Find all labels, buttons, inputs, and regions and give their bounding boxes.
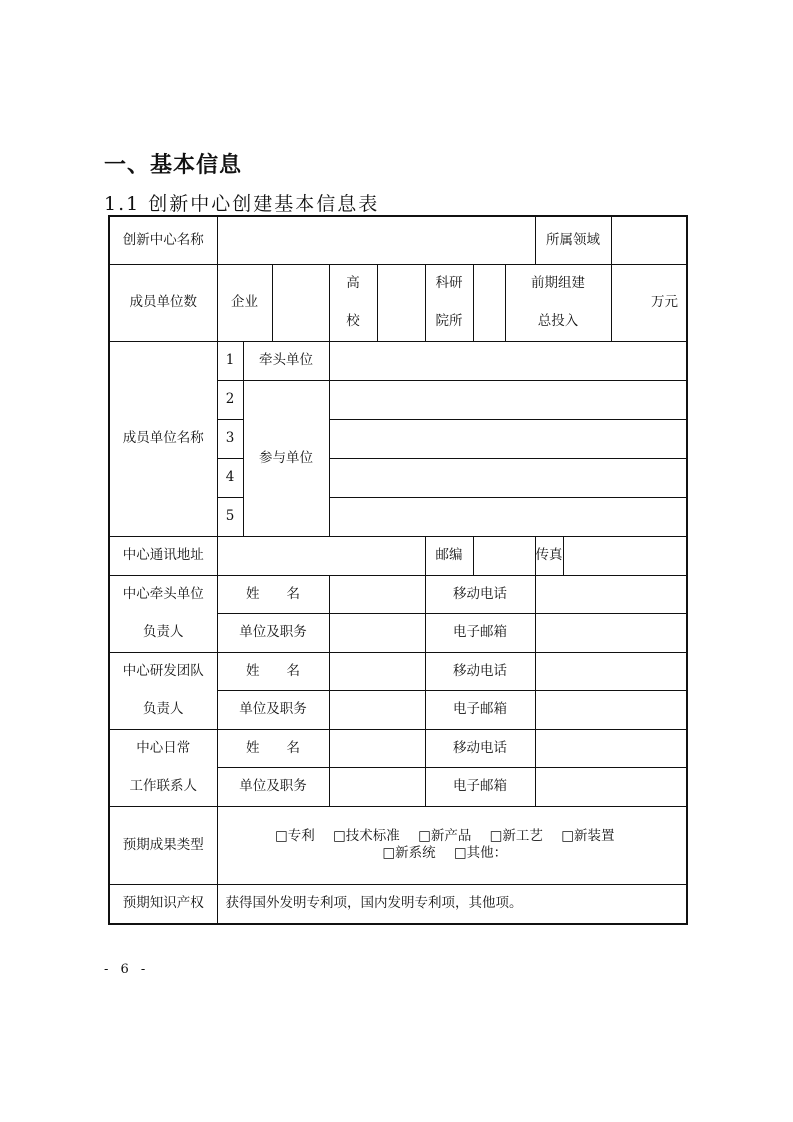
position-input[interactable] xyxy=(329,691,425,730)
position-label: 单位及职务 xyxy=(217,691,329,730)
field-label: 所属领域 xyxy=(535,216,611,264)
rd-team-head-label-line1: 中心研发团队 xyxy=(122,663,204,680)
mobile-input[interactable] xyxy=(535,652,687,691)
option-new-system[interactable]: □新系统 xyxy=(382,845,436,861)
enterprise-label: 企业 xyxy=(217,264,272,341)
basic-info-table xyxy=(108,215,688,925)
participant-unit-input[interactable] xyxy=(329,497,687,536)
email-input[interactable] xyxy=(535,691,687,730)
center-name-input[interactable] xyxy=(217,216,535,264)
page-number: - 6 - xyxy=(104,962,150,977)
lead-unit-label: 牵头单位 xyxy=(243,341,329,380)
email-label: 电子邮箱 xyxy=(425,614,535,653)
option-tech-standard[interactable]: □技术标准 xyxy=(333,828,400,845)
member-number: 5 xyxy=(217,497,243,536)
name-label: 姓 名 xyxy=(217,729,329,768)
ip-text[interactable]: 获得国外发明专利项，国内发明专利项，其他项。 xyxy=(217,884,687,924)
name-input[interactable] xyxy=(329,652,425,691)
participant-unit-label: 参与单位 xyxy=(243,380,329,536)
investment-label-line1: 前期组建 xyxy=(531,275,585,292)
position-label: 单位及职务 xyxy=(217,768,329,807)
member-number: 1 xyxy=(217,341,243,380)
table-row xyxy=(109,264,687,341)
name-input[interactable] xyxy=(329,575,425,614)
results-type-label: 预期成果类型 xyxy=(109,806,217,884)
fax-label: 传真 xyxy=(535,536,563,575)
section-heading: 一、基本信息 xyxy=(104,153,243,178)
mobile-input[interactable] xyxy=(535,575,687,614)
table-row xyxy=(109,536,687,575)
postcode-input[interactable] xyxy=(473,536,535,575)
table-row xyxy=(109,729,687,768)
investment-label-line2: 总投入 xyxy=(537,313,579,330)
table-title: 1.1 创新中心创建基本信息表 xyxy=(104,193,380,215)
investment-input[interactable] xyxy=(611,264,687,341)
participant-unit-input[interactable] xyxy=(329,380,687,419)
member-number: 3 xyxy=(217,419,243,458)
rd-team-head-label-line2: 负责人 xyxy=(143,701,184,718)
member-count-label: 成员单位数 xyxy=(109,264,217,341)
option-new-product[interactable]: □新产品 xyxy=(418,828,472,845)
table-row xyxy=(109,652,687,691)
mobile-input[interactable] xyxy=(535,729,687,768)
ip-label: 预期知识产权 xyxy=(109,884,217,924)
institute-label-line1: 科研 xyxy=(435,275,463,292)
institute-count-input[interactable] xyxy=(473,264,505,341)
member-number: 2 xyxy=(217,380,243,419)
mobile-label: 移动电话 xyxy=(425,652,535,691)
address-label: 中心通讯地址 xyxy=(109,536,217,575)
name-label: 姓 名 xyxy=(217,575,329,614)
address-input[interactable] xyxy=(217,536,425,575)
lead-unit-head-label-line2: 负责人 xyxy=(143,624,184,641)
college-label-line2: 校 xyxy=(346,313,360,330)
results-options xyxy=(217,806,687,884)
college-label-line1: 高 xyxy=(346,275,360,292)
lead-unit-head-label-line1: 中心牵头单位 xyxy=(122,586,204,603)
college-count-input[interactable] xyxy=(377,264,425,341)
name-input[interactable] xyxy=(329,729,425,768)
rd-team-head-label xyxy=(109,652,217,729)
position-input[interactable] xyxy=(329,614,425,653)
field-input[interactable] xyxy=(611,216,687,264)
table-row xyxy=(109,806,687,884)
name-label: 姓 名 xyxy=(217,652,329,691)
email-input[interactable] xyxy=(535,614,687,653)
institute-label-line2: 院所 xyxy=(435,313,463,330)
enterprise-count-input[interactable] xyxy=(272,264,329,341)
mobile-label: 移动电话 xyxy=(425,729,535,768)
mobile-label: 移动电话 xyxy=(425,575,535,614)
table-row xyxy=(109,341,687,380)
email-label: 电子邮箱 xyxy=(425,768,535,807)
option-patent[interactable]: □专利 xyxy=(274,828,315,845)
table-row xyxy=(109,884,687,924)
member-number: 4 xyxy=(217,458,243,497)
daily-contact-label-line2: 工作联系人 xyxy=(129,778,197,795)
email-label: 电子邮箱 xyxy=(425,691,535,730)
table-row xyxy=(109,575,687,614)
center-name-label: 创新中心名称 xyxy=(109,216,217,264)
table-row xyxy=(109,216,687,264)
option-new-device[interactable]: □新装置 xyxy=(561,828,615,845)
option-new-process[interactable]: □新工艺 xyxy=(489,828,543,845)
college-label xyxy=(329,264,377,341)
daily-contact-label xyxy=(109,729,217,806)
position-input[interactable] xyxy=(329,768,425,807)
postcode-label: 邮编 xyxy=(425,536,473,575)
investment-label xyxy=(505,264,611,341)
investment-unit: 万元 xyxy=(651,294,678,311)
participant-unit-input[interactable] xyxy=(329,419,687,458)
email-input[interactable] xyxy=(535,768,687,807)
lead-unit-input[interactable] xyxy=(329,341,687,380)
option-other[interactable]: □其他： xyxy=(453,845,508,861)
daily-contact-label-line1: 中心日常 xyxy=(136,740,191,757)
participant-unit-input[interactable] xyxy=(329,458,687,497)
member-names-label: 成员单位名称 xyxy=(109,341,217,536)
fax-input[interactable] xyxy=(563,536,687,575)
lead-unit-head-label xyxy=(109,575,217,652)
position-label: 单位及职务 xyxy=(217,614,329,653)
institute-label xyxy=(425,264,473,341)
